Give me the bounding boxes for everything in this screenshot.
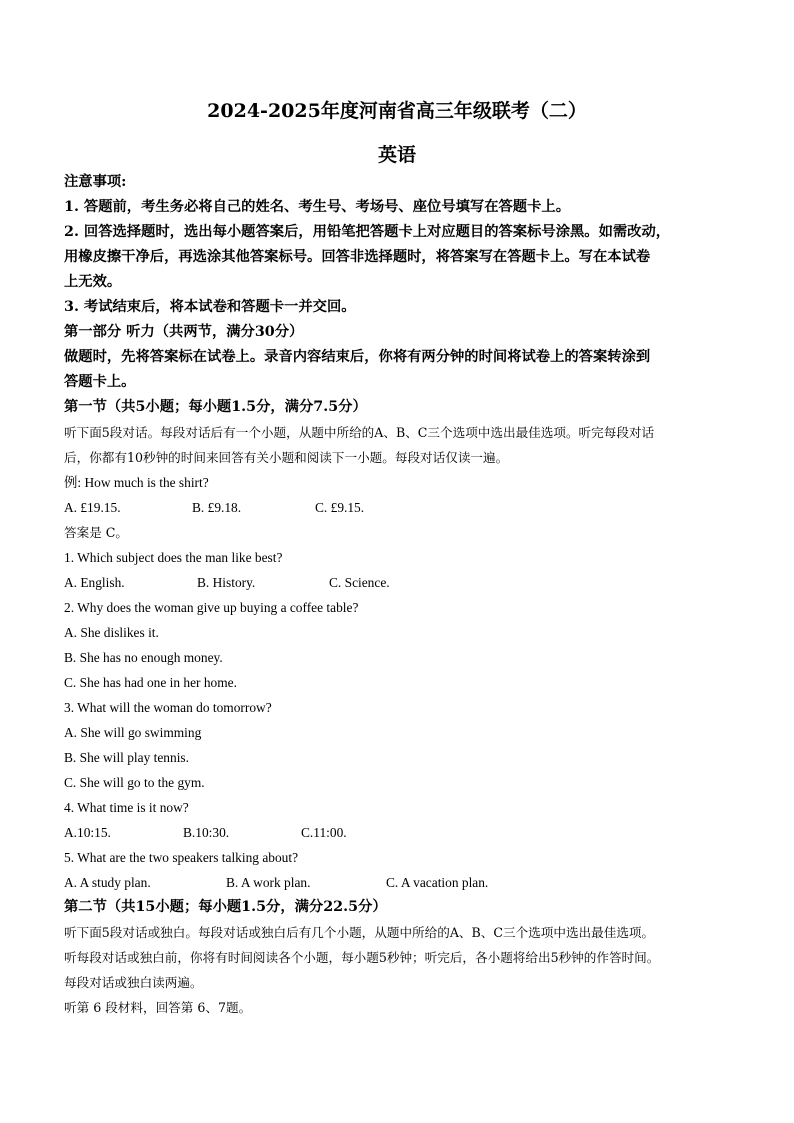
part1-heading: 第一部分 听力（共两节，满分30分） xyxy=(64,324,304,340)
section2-intro xyxy=(64,920,734,1020)
notice-item-3: 3. 考试结束后，将本试卷和答题卡一并交回。 xyxy=(64,299,356,315)
q1-option-b: B. History. xyxy=(197,575,256,590)
exam-subject: 英语 xyxy=(377,144,416,166)
q2-option-b: B. She has no enough money. xyxy=(64,650,223,665)
q3-option-b: B. She will play tennis. xyxy=(64,750,189,765)
q5-option-c: C. A vacation plan. xyxy=(386,875,489,890)
q1-option-a: A. English. xyxy=(64,575,125,590)
q2-option-c: C. She has had one in her home. xyxy=(64,675,237,690)
notice-item-2-line-3: 上无效。 xyxy=(64,274,122,290)
material-6-instruction: 听第 6 段材料，回答第 6、7题。 xyxy=(64,1000,252,1015)
q3-option-c: C. She will go to the gym. xyxy=(64,775,205,790)
section2-intro-line-1: 听下面5段对话或独白。每段对话或独白后有几个小题，从题中所给的A、B、C三个选项中选出最佳选项。 xyxy=(64,925,655,940)
section2-intro-line-2: 听每段对话或独白前，你将有时间阅读各个小题，每小题5秒钟；听完后，各小题将给出5秒钟的作答时间。 xyxy=(64,950,660,965)
question-1-options xyxy=(64,570,734,595)
question-2: 2. Why does the woman give up buying a coffee table? xyxy=(64,600,359,615)
q2-option-a: A. She dislikes it. xyxy=(64,625,159,640)
part1-intro-line-1: 做题时，先将答案标在试卷上。录音内容结束后，你将有两分钟的时间将试卷上的答案转涂到 xyxy=(64,349,651,365)
question-3: 3. What will the woman do tomorrow? xyxy=(64,700,272,715)
question-4: 4. What time is it now? xyxy=(64,800,189,815)
section1-intro-line-2: 后，你都有10秒钟的时间来回答有关小题和阅读下一小题。每段对话仅读一遍。 xyxy=(64,450,509,465)
notice-item-1: 1. 答题前，考生务必将自己的姓名、考生号、考场号、座位号填写在答题卡上。 xyxy=(64,199,570,215)
example-question: 例: How much is the shirt? xyxy=(64,475,209,490)
notice-heading: 注意事项: xyxy=(64,174,127,190)
exam-title: 2024-2025年度河南省高三年级联考（二） xyxy=(207,100,587,122)
q5-option-b: B. A work plan. xyxy=(226,875,311,890)
question-5: 5. What are the two speakers talking about? xyxy=(64,850,299,865)
q3-option-a: A. She will go swimming xyxy=(64,725,202,740)
section1-intro xyxy=(64,420,734,470)
section2-intro-line-3: 每段对话或独白读两遍。 xyxy=(64,975,203,990)
q4-option-b: B.10:30. xyxy=(183,825,230,840)
section1-intro-line-1: 听下面5段对话。每段对话后有一个小题，从题中所给的A、B、C三个选项中选出最佳选项。听完每段对话 xyxy=(64,425,655,440)
notice-item-2-line-1: 2. 回答选择题时，选出每小题答案后，用铅笔把答题卡上对应题目的答案标号涂黑。如需改动， xyxy=(64,224,671,240)
section2-heading: 第二节（共15小题；每小题1.5分，满分22.5分） xyxy=(64,899,387,915)
question-1: 1. Which subject does the man like best? xyxy=(64,550,283,565)
example-answer: 答案是 C。 xyxy=(64,525,129,540)
question-5-options xyxy=(64,870,734,895)
example-options xyxy=(64,495,734,520)
example-option-c: C. £9.15. xyxy=(315,500,365,515)
example-option-b: B. £9.18. xyxy=(192,500,242,515)
example-option-a: A. £19.15. xyxy=(64,500,121,515)
q1-option-c: C. Science. xyxy=(329,575,390,590)
question-4-options xyxy=(64,820,734,845)
part1-intro-line-2: 答题卡上。 xyxy=(64,374,136,390)
notice-item-2-line-2: 用橡皮擦干净后，再选涂其他答案标号。回答非选择题时，将答案写在答题卡上。写在本试卷 xyxy=(64,249,651,265)
section1-heading: 第一节（共5小题；每小题1.5分，满分7.5分） xyxy=(64,399,367,415)
q4-option-a: A.10:15. xyxy=(64,825,111,840)
q4-option-c: C.11:00. xyxy=(301,825,347,840)
q5-option-a: A. A study plan. xyxy=(64,875,151,890)
notice-section xyxy=(64,170,734,420)
